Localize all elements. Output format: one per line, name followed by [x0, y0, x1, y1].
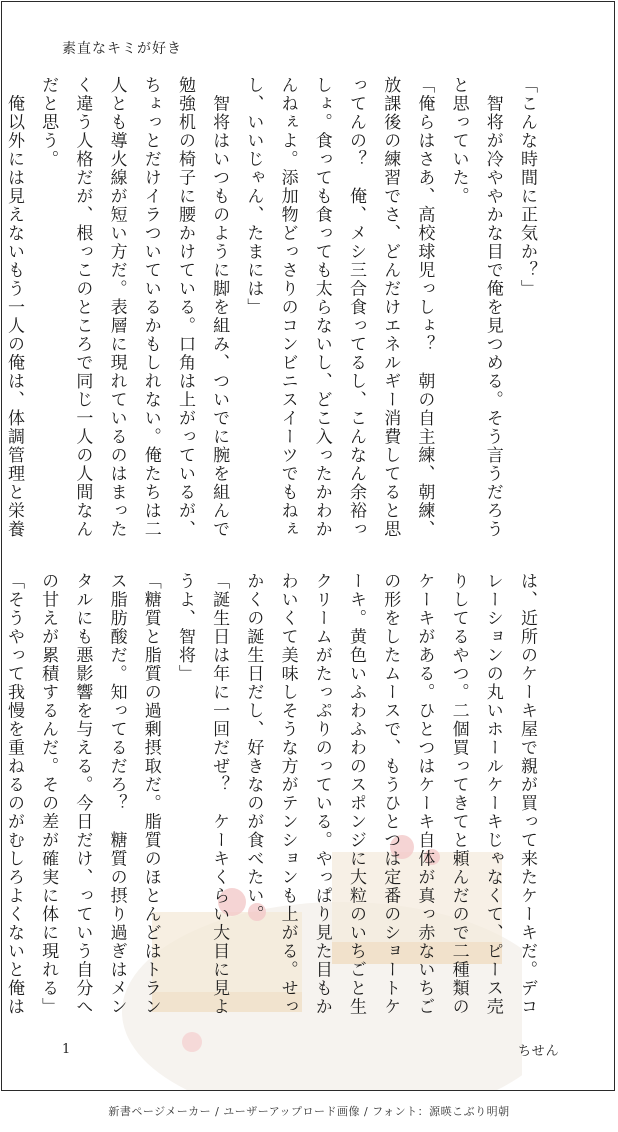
author-name: ちせん	[518, 1044, 560, 1059]
paragraph: 智将が冷ややかな目で俺を見つめる。そう言うだろうと思っていた。	[448, 76, 503, 539]
paragraph: 「こんな時間に正気か？」	[517, 76, 537, 298]
footer-credit: 新書ページメーカー / ユーザーアップロード画像 / フォント：源暎こぶり明朝	[108, 1105, 510, 1118]
book-title: 素直なキミが好き	[62, 41, 182, 57]
paragraph: 智将はいつものように脚を組み、ついでに腕を組んで勉強机の椅子に腰かけている。口角は上がっているが、ちょっとだけイラついているかもしれない。俺たちは二人とも導火線が短い方だ。表層に現れているのはまったく違う人格だが、根っこのところで同じ一人の人間なんだと思う。	[38, 76, 230, 539]
page-number: 1	[62, 1042, 71, 1057]
paragraph: 「俺らはさあ、高校球児っしょ？ 朝の自主練、朝練、放課後の練習でさ、どんだけエネルギー消費してると思ってんの？ 俺、メシ三合食ってるし、こんなん余裕っしょ。食っても食っても太らないし、どこ入ったかわかんねぇよ。添加物どっさりのコンビニスイーツでもねぇし、いいじゃん、たまには」	[243, 76, 435, 539]
paragraph: 「糖質と脂質の過剰摂取だ。脂質のほとんどはトランス脂肪酸だ。知ってるだろ？ 糖質の摂り過ぎはメンタルにも悪影響を与える。今日だけ、っていう自分への甘えが累積するんだ。その差が確実に体に現れる」	[38, 572, 161, 1016]
paragraph: は、近所のケーキ屋で親が買って来たケーキだ。デコレーションの丸いホールケーキじゃなくて、ピース売りしてるやつ。二個買ってきてと頼んだので二種類のケーキがある。ひとつはケーキ自体が真っ赤ないちごの形をしたムースで、もうひとつは定番のショートケーキ。黄色いふわふわのスポンジに大粒のいちごと生クリームがたっぷりのっている。やっぱり見た目もかわいくて美味しそうな方がテンションも上がる。せっかくの誕生日だし、好きなのが食べたい。	[243, 572, 537, 1016]
paragraph: 「誕生日は年に一回だぜ？ ケーキくらい大目に見ようよ、智将」	[174, 572, 230, 1016]
body-text-lower	[1, 572, 544, 1032]
body-text-upper	[1, 76, 544, 556]
page-frame	[1, 1, 615, 1091]
paragraph: 「そうやって我慢を重ねるのがむしろよくないと俺は	[3, 572, 24, 1016]
paragraph: 俺以外には見えないもう一人の俺は、体調管理と栄養	[3, 94, 24, 539]
